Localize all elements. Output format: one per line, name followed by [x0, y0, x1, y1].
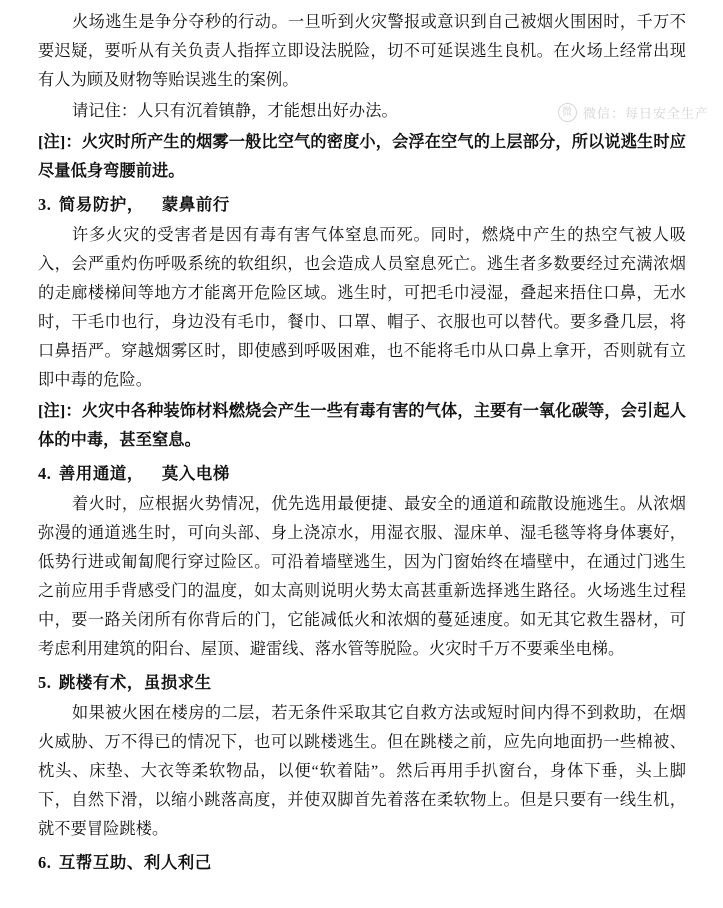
heading-title-second: 莫入电梯 [161, 464, 230, 483]
heading-simple-protection [38, 190, 686, 219]
watermark-text: 微信：每日安全生产 [582, 106, 709, 121]
note-toxic-gas [38, 397, 686, 455]
heading-title-second: 蒙鼻前行 [161, 195, 230, 214]
heading-title: 善用通道， [58, 464, 144, 483]
heading-number: 6. [38, 853, 52, 872]
wechat-icon: 微 [558, 103, 577, 122]
paragraph-remember-calm: 请记住：人只有沉着镇静，才能想出好办法。 [72, 102, 398, 120]
heading-title: 互帮互助、利人利己 [58, 853, 212, 872]
heading-number: 3. [38, 195, 52, 214]
heading-title: 简易防护， [58, 195, 144, 214]
paragraph-jump-skill: 如果被火困在楼房的二层，若无条件采取其它自救方法或短时间内得不到救助，在烟火威胁、万不得已的情况下，也可以跳楼逃生。但在跳楼之前，应先向地面扔一些棉被、枕头、床垫、大衣等柔软物品，以便“软着陆”。然后再用手扒窗台，身体下垂，头上脚下，自然下滑，以缩小跳落高度，并使双脚首先着落在柔软物上。但是只要有一线生机，就不要冒险跳楼。 [38, 704, 686, 838]
note-text: 火灾中各种装饰材料燃烧会产生一些有毒有害的气体，主要有一氧化碳等，会引起人体的中毒，甚至窒息。 [38, 402, 687, 449]
note-smoke-density [38, 128, 686, 186]
paragraph-simple-protection: 许多火灾的受害者是因有毒有害气体窒息而死。同时，燃烧中产生的热空气被人吸入，会严重灼伤呼吸系统的软组织，也会造成人员窒息死亡。逃生者多数要经过充满浓烟的走廊楼梯间等地方才能离开危险区域。逃生时，可把毛巾浸湿，叠起来捂住口鼻，无水时，干毛巾也行，身边没有毛巾，餐巾、口罩、帽子、衣服也可以替代。要多叠几层，将口鼻捂严。穿越烟雾区时，即使感到呼吸困难，也不能将毛巾从口鼻上拿开，否则就有立即中毒的危险。 [38, 226, 686, 389]
paragraph-escape-action: 火场逃生是争分夺秒的行动。一旦听到火灾警报或意识到自己被烟火围困时，千万不要迟疑，要听从有关负责人指挥立即设法脱险，切不可延误逃生良机。在火场上经常出现有人为顾及财物等贻误逃生的案例。 [38, 13, 686, 89]
heading-use-passage [38, 459, 686, 488]
heading-title: 跳楼有术，虽损求生 [58, 673, 212, 692]
heading-jump-skill [38, 668, 686, 697]
note-tag: [注]： [38, 402, 82, 420]
paragraph-use-passage: 着火时，应根据火势情况，优先选用最便捷、最安全的通道和疏散设施逃生。从浓烟弥漫的通道逃生时，可向头部、身上浇凉水，用湿衣服、湿床单、湿毛毯等将身体裹好，低势行进或匍匐爬行穿过险区。可沿着墙壁逃生，因为门窗始终在墙壁中，在通过门逃生之前应用手背感受门的温度，如太高则说明火势太高甚重新选择逃生路径。火场逃生过程中，要一路关闭所有你背后的门，它能减低火和浓烟的蔓延速度。如无其它救生器材，可考虑利用建筑的阳台、屋顶、避雷线、落水管等脱险。火灾时千万不要乘坐电梯。 [38, 495, 686, 658]
note-tag: [注]： [38, 133, 82, 151]
document-body [38, 8, 686, 879]
heading-number: 5. [38, 673, 52, 692]
heading-mutual-help [38, 848, 686, 877]
heading-number: 4. [38, 464, 52, 483]
note-text: 火灾时所产生的烟雾一般比空气的密度小，会浮在空气的上层部分，所以说逃生时应尽量低身弯腰前进。 [38, 133, 687, 180]
